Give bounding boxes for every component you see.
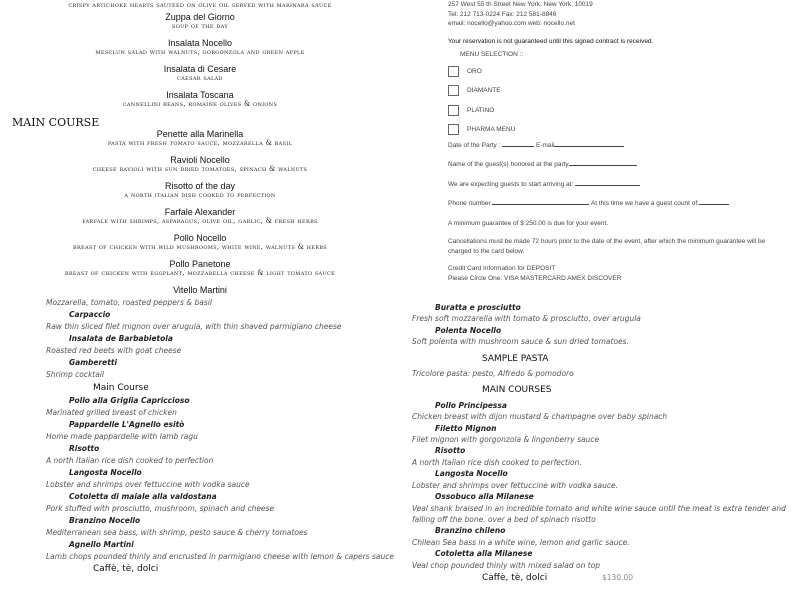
address: 257 West 55 th Street New York, New York, 10019 (448, 1, 593, 8)
date-line[interactable] (502, 140, 534, 147)
checkbox[interactable] (448, 105, 459, 116)
item-name: Carpaccio (69, 310, 111, 319)
menu-item (0, 38, 400, 64)
item-description: A north Italian rice dish cooked to perfection. (412, 457, 582, 467)
item-name: Insalata de Barbabietola (69, 334, 173, 343)
email-web: email: nocello@yahoo.com web: nocello.net (448, 20, 575, 27)
item-description: Raw thin sliced filet mignon over arugula, with thin shaved parmigiano cheese (46, 322, 342, 331)
phone-label: Phone number (448, 200, 491, 207)
item-description: soup of the day (172, 22, 228, 30)
checkbox[interactable] (448, 85, 459, 96)
item-description: mesclun salad with walnuts, gorgonzola and green apple (95, 48, 305, 56)
item-name: Pollo Nocello (173, 233, 227, 243)
item-description: cannellini beans, romaine olives & onions (122, 100, 278, 108)
email-line[interactable] (554, 140, 624, 147)
honored-label: Name of the guest(s) honored at the party (448, 161, 569, 168)
honored-line[interactable] (569, 159, 637, 166)
prix-fixe-menu-top-left (0, 0, 400, 300)
item-description: Shrimp cocktail (46, 370, 105, 379)
item-description: crispy artichoke hearts sautéed on olive oil served with marinara sauce (68, 1, 332, 9)
item-name: Filetto Mignon (435, 423, 497, 433)
item-description: Marinated grilled breast of chicken (46, 408, 177, 417)
section-heading: Main Course (93, 383, 149, 393)
item-name: Vitello Martini (173, 285, 227, 295)
item-name: Risotto (69, 444, 100, 453)
item-name: Ravioli Nocello (170, 155, 230, 165)
option-diamante[interactable] (448, 81, 800, 101)
reservation-notice: Your reservation is not guaranteed until this signed contract is received. (448, 37, 654, 45)
option-oro[interactable] (448, 62, 800, 82)
item-description: Filet mignon with gorgonzola & lingonberry sauce (412, 435, 600, 445)
reservation-form (400, 0, 800, 300)
main-course-list (412, 400, 800, 571)
menu-item (46, 515, 400, 539)
honored-field (448, 159, 800, 179)
menu-item (0, 155, 400, 181)
cut-line: Mozzarella, tomato, roasted peppers & basil (46, 298, 212, 307)
cancellation-policy: Cancellations must be made 72 hours prior to the date of the event, after which the minimum guarantee will be charged to the card below. (448, 238, 766, 255)
item-description: Lobster and shrimps over fettuccine with vodka sauce (46, 480, 250, 489)
item-description: breast of chicken with wild mushrooms, white wine, walnuts & herbs (72, 243, 328, 251)
appetizer-list (0, 12, 400, 116)
phone-line[interactable] (492, 198, 589, 205)
closing-line: Caffè, tè, dolci (93, 564, 159, 574)
item-description: Lamb chops pounded thinly and encrusted in parmigiano cheese with lemon & capers sauce (46, 552, 394, 561)
card-type: Please Circle One: VISA MASTERCARD AMEX DISCOVER (448, 274, 622, 282)
item-name: Ossobuco alla Milanese (435, 492, 534, 502)
item-description: Mediterranean sea bass, with shrimp, pesto sauce & cherry tomatoes (46, 528, 308, 537)
item-description: cheese ravioli with sun dried tomatoes, spinach & walnuts (92, 165, 308, 173)
menu-item (412, 468, 800, 491)
item-description: Roasted red beets with goat cheese (46, 346, 182, 355)
main-course-list (0, 129, 400, 300)
menu-item (46, 309, 400, 333)
item-name: Penette alla Marinella (156, 129, 244, 139)
arriving-field (448, 179, 800, 199)
guest-count-label: At this time we have a guest count of: (590, 200, 699, 207)
arriving-label: We are expecting guests to start arriving at: (448, 180, 574, 188)
item-name: Pappardelle L'Agnello esitò (69, 420, 185, 429)
item-name: Zuppa del Giorno (165, 12, 235, 22)
appetizer-list (412, 302, 800, 348)
menu-item (46, 539, 400, 563)
item-name: Pollo Principessa (435, 400, 507, 410)
option-platino[interactable] (448, 101, 800, 121)
item-description: caesar salad (177, 74, 223, 82)
phone-field (448, 198, 800, 218)
item-name: Cotoletta di maiale alla valdostana (69, 492, 217, 501)
menu-item (412, 325, 800, 348)
date-label: Date of the Party : (448, 141, 501, 149)
item-description: Pork stuffed with prosciutto, mushroom, spinach and cheese (46, 504, 275, 513)
menu-item (46, 395, 400, 419)
appetizer-list (46, 309, 400, 381)
item-name: Agnello Martini (69, 540, 134, 549)
main-course-list (46, 395, 400, 563)
item-name: Insalata Nocello (167, 38, 233, 48)
credit-card-info: Credit Card Information for DEPOSIT (448, 265, 556, 272)
item-name: Farfale Alexander (164, 207, 236, 217)
menu-item (412, 491, 800, 525)
pasta-heading: SAMPLE PASTA (482, 353, 549, 364)
item-name: Pollo alla Griglia Capriccioso (69, 396, 190, 405)
item-name: Buratta e prosciutto (435, 303, 521, 312)
item-description: A north Italian rice dish cooked to perfection (46, 456, 214, 465)
item-name: Insalata Toscana (166, 90, 234, 100)
menu-item (412, 548, 800, 571)
item-name: Branzino chileno (435, 526, 506, 536)
item-description: pasta with fresh tomato sauce, mozzarella & basil (107, 139, 293, 147)
menu-item (0, 259, 400, 285)
menu-item (0, 64, 400, 90)
checkbox[interactable] (448, 66, 459, 77)
section-heading: MAIN COURSES (482, 385, 552, 396)
item-name: Pollo Panetone (169, 259, 231, 269)
menu-item (412, 423, 800, 446)
item-description: breast of chicken with eggplant, mozzarella cheese & light tomato sauce (64, 269, 336, 277)
item-description: Veal chop pounded thinly with mixed salad on top (412, 560, 601, 570)
menu-bottom-left (46, 297, 400, 600)
menu-selection-label: MENU SELECTION :: (460, 50, 524, 58)
item-name: Cotoletta alla Milanese (435, 549, 533, 559)
item-description: Home made pappardelle with lamb ragu (46, 432, 198, 441)
pasta-description: Tricolore pasta: pesto, Alfredo & pomodoro (412, 369, 574, 379)
guest-count-line[interactable] (699, 198, 729, 205)
menu-item (46, 357, 400, 381)
price: $130.00 (602, 572, 634, 582)
item-description: a north italian dish cooked to perfection (124, 191, 276, 199)
menu-item (46, 467, 400, 491)
closing-text: Caffè, tè, dolci (482, 572, 548, 583)
menu-item (0, 12, 400, 38)
option-label: DIAMANTE (467, 87, 501, 95)
item-name: Gamberetti (69, 358, 118, 367)
item-name: Langosta Nocello (69, 468, 142, 477)
email-label: E-mail (536, 141, 555, 149)
phone-fax: Tel: 212 713-0224 Fax: 212 581-8846 (448, 10, 557, 18)
menu-item (46, 419, 400, 443)
menu-item (0, 207, 400, 233)
item-description: Fresh soft mozzarella with tomato & prosciutto, over arugula (412, 314, 641, 324)
arriving-line[interactable] (575, 179, 640, 186)
menu-item (412, 525, 800, 548)
menu-item (0, 181, 400, 207)
item-description: Lobster and shrimps over fettuccine with vodka sauce. (412, 480, 619, 490)
menu-item (412, 302, 800, 325)
menu-item (46, 333, 400, 357)
menu-item (0, 129, 400, 155)
item-name: Insalata di Cesare (163, 64, 237, 74)
item-description: Soft polenta with mushroom sauce & sun dried tomatoes. (412, 337, 629, 347)
menu-item (0, 90, 400, 116)
option-label: PHARMA MENU (467, 126, 516, 134)
menu-item (412, 445, 800, 468)
date-email-field (448, 140, 800, 160)
option-label: ORO (467, 67, 482, 75)
closing-line (412, 573, 800, 584)
item-name: Polenta Nocello (435, 325, 502, 335)
menu-item (46, 443, 400, 467)
item-name: Branzino Nocello (69, 516, 141, 525)
item-description: farfale with shrimps, asparagus, olive oil, garlic, & fresh herbs (82, 217, 318, 225)
menu-item (0, 233, 400, 259)
item-name: Risotto of the day (164, 181, 236, 191)
minimum-guarantee: A minimum guarantee of $ 250.00 is due for your event. (448, 219, 609, 227)
item-description: Chilean Sea bass in a white wine, lemon and garlic sauce. (412, 537, 630, 547)
option-pharma-menu[interactable] (448, 120, 800, 140)
menu-bottom-right (412, 302, 800, 600)
item-description: Chicken breast with dijon mustard & champagne over baby spinach (412, 412, 668, 422)
item-name: Langosta Nocello (435, 469, 508, 479)
menu-item (46, 491, 400, 515)
menu-item (0, 0, 400, 12)
menu-item (412, 400, 800, 423)
option-label: PLATINO (467, 106, 495, 114)
item-name: Risotto (435, 446, 466, 456)
section-heading: MAIN COURSE (12, 116, 100, 129)
item-description: Veal shank braised in an incredible tomato and white wine sauce until the meat is extra tender and falling off the bone. over a bed of spinach risotto (412, 503, 786, 524)
checkbox[interactable] (448, 124, 459, 135)
